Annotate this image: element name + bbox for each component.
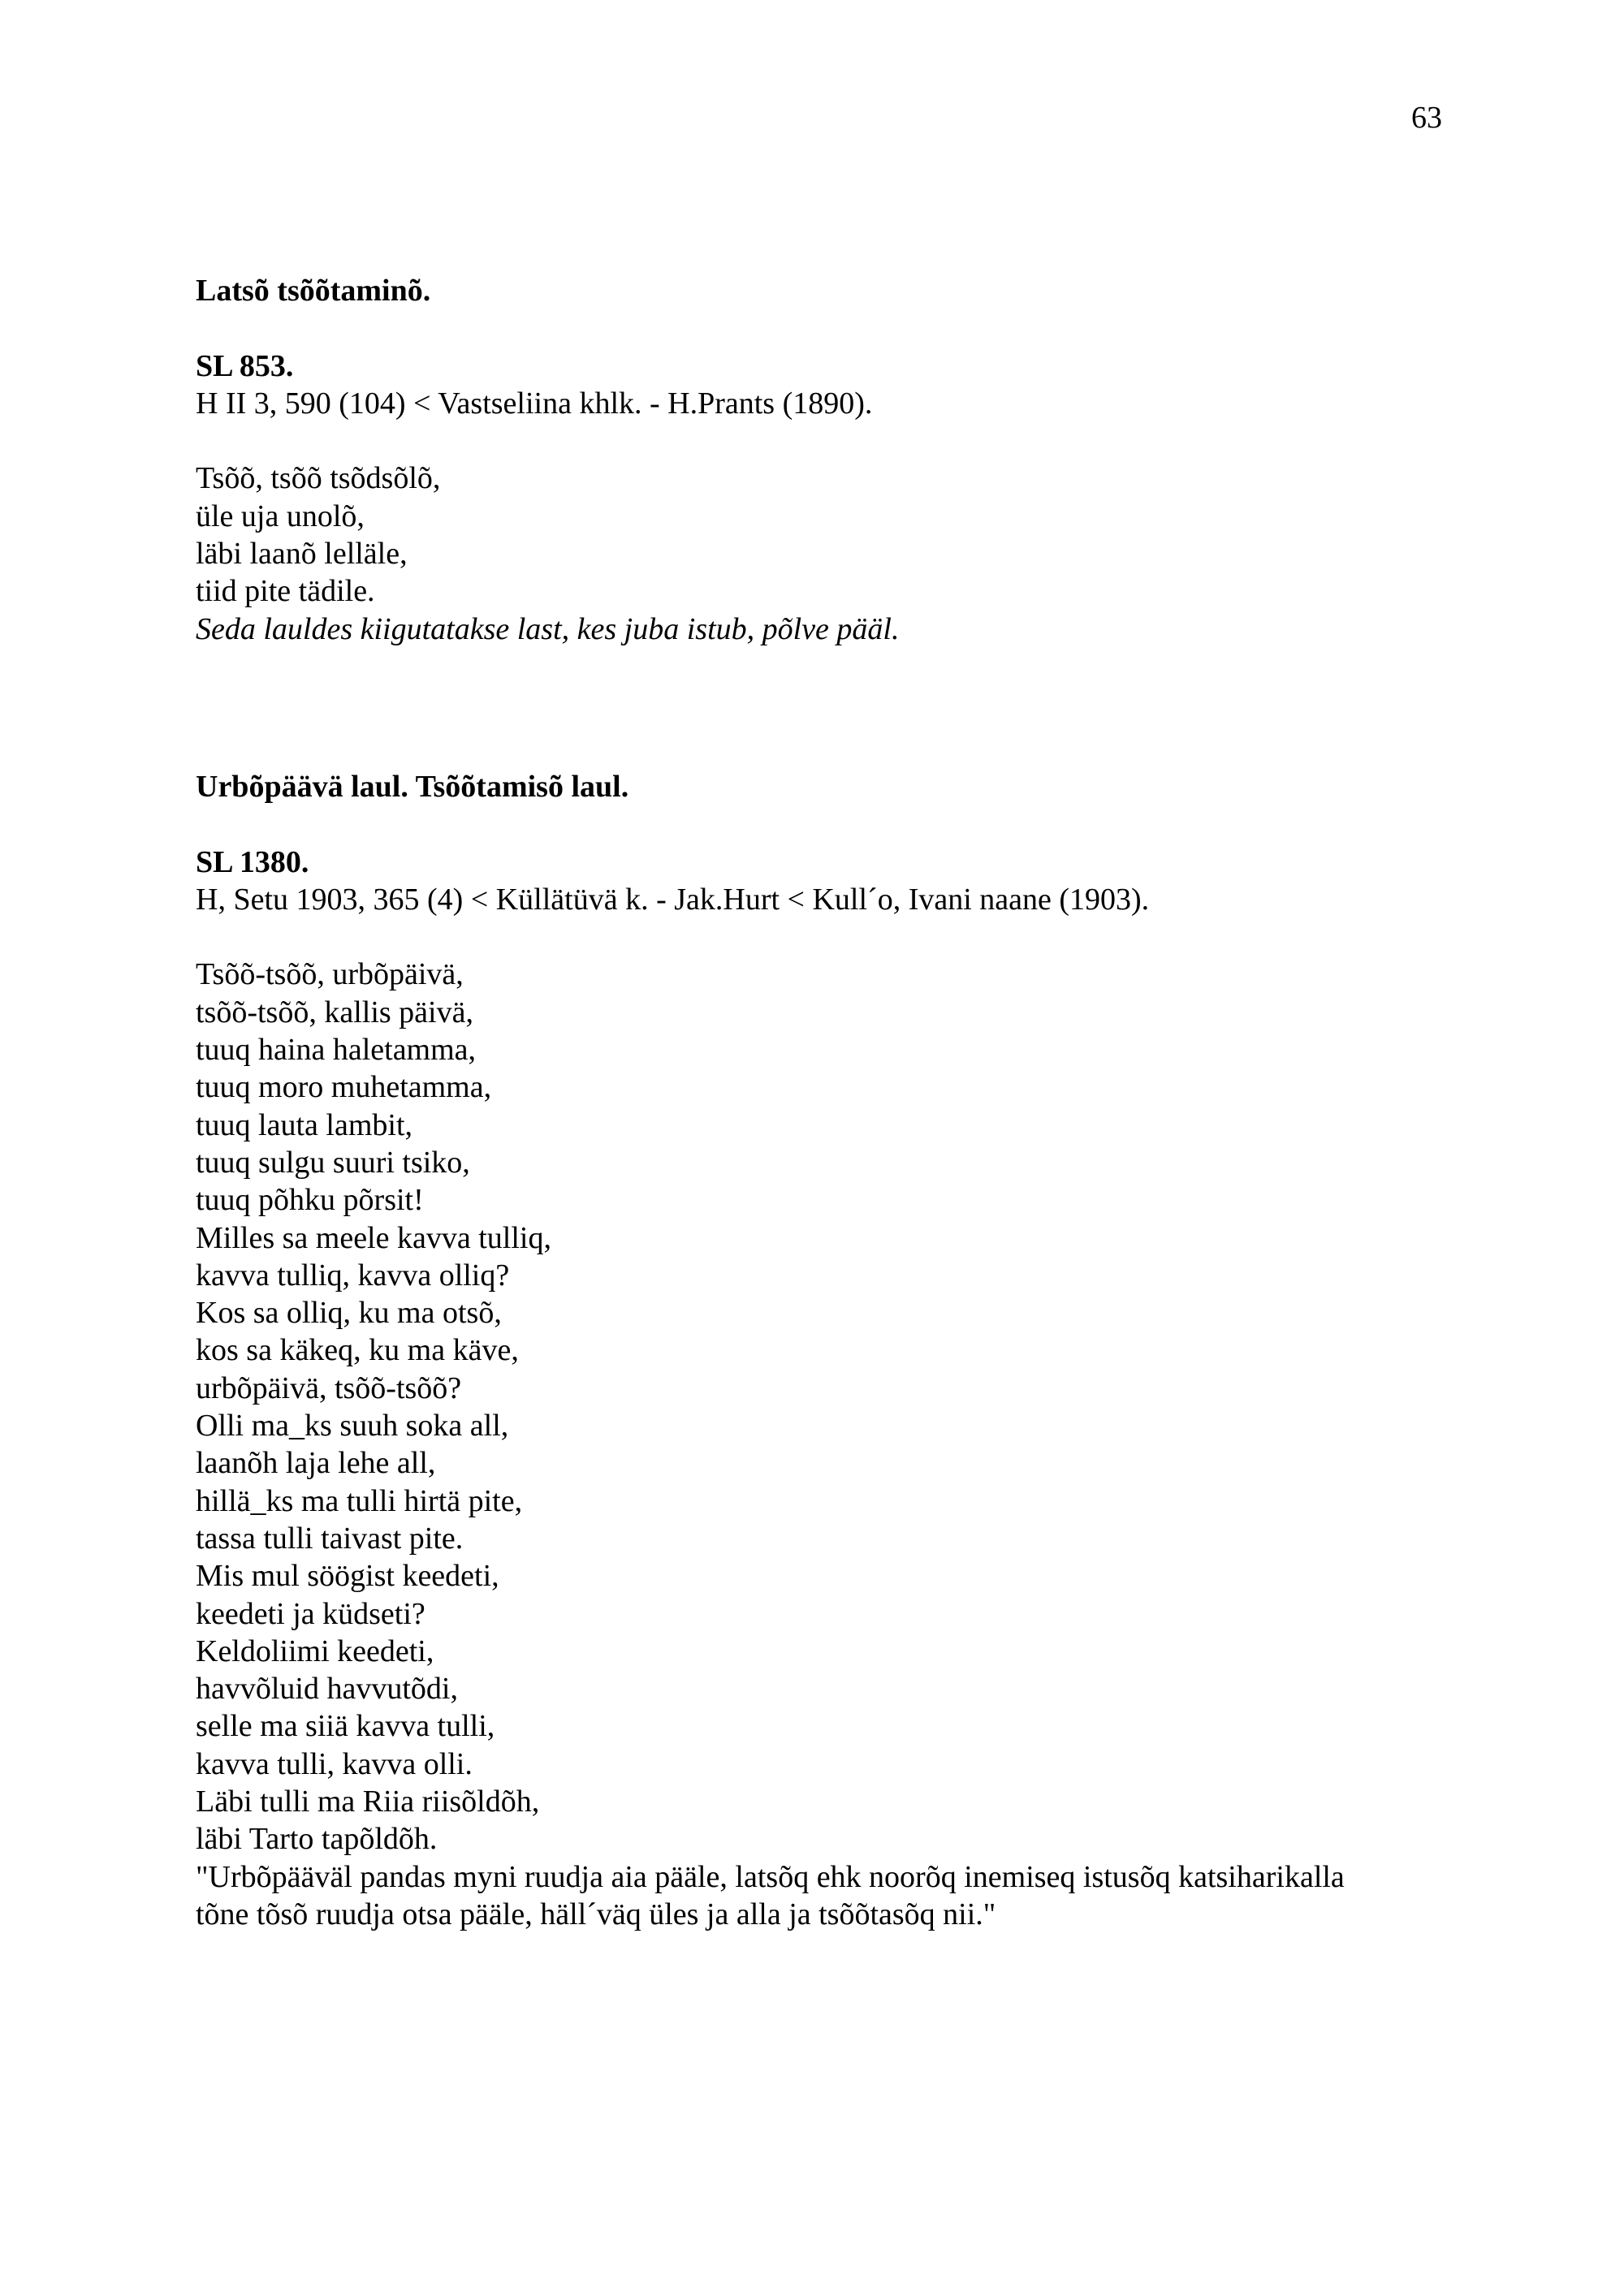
- verse-line: Milles sa meele kavva tulliq,: [196, 1220, 551, 1255]
- verse-line: Läbi tulli ma Riia riisõldõh,: [196, 1785, 540, 1819]
- song-code: SL 1380.: [196, 844, 309, 879]
- verse-line: keedeti ja küdseti?: [196, 1596, 425, 1631]
- verse-line: tassa tulli taivast pite.: [196, 1521, 464, 1556]
- spacer: [196, 422, 1511, 460]
- verse-line: tuuq lauta lambit,: [196, 1107, 413, 1142]
- verse-line: kos sa käkeq, ku ma käve,: [196, 1333, 519, 1368]
- verse-line: Keldoliimi keedeti,: [196, 1634, 434, 1668]
- verse-line: havvõluid havvutõdi,: [196, 1672, 458, 1707]
- song-note: "Urbõpääväl pandas myni ruudja aia pääle, latsõq ehk noorõq inemiseq istusõq katsiharikalla: [196, 1859, 1345, 1894]
- song-source: H, Setu 1903, 365 (4) < Küllätüvä k. - Jak.Hurt < Kull´o, Ivani naane (1903).: [196, 882, 1150, 917]
- verse-line: üle uja unolõ,: [196, 498, 365, 533]
- verse-line: läbi Tarto tapõldõh.: [196, 1822, 438, 1857]
- verse-line: tiid pite tädile.: [196, 574, 375, 609]
- verse-line: Tsõõ, tsõõ tsõdsõlõ,: [196, 461, 441, 496]
- verse-line: läbi laanõ lelläle,: [196, 537, 408, 572]
- verse-line: Kos sa olliq, ku ma otsõ,: [196, 1296, 502, 1331]
- verse-line: tuuq sulgu suuri tsiko,: [196, 1145, 470, 1180]
- song-source: H II 3, 590 (104) < Vastseliina khlk. - H.Prants (1890).: [196, 386, 873, 421]
- song-note: tõne tõsõ ruudja otsa pääle, häll´väq üles ja alla ja tsõõtasõq nii.": [196, 1897, 996, 1931]
- song-section: [196, 272, 1511, 648]
- verse-line: laanõh laja lehe all,: [196, 1446, 436, 1481]
- verse-line: selle ma siiä kavva tulli,: [196, 1709, 495, 1744]
- verse-line: kavva tulliq, kavva olliq?: [196, 1258, 510, 1293]
- song-title: Urbõpäävä laul. Tsõõtamisõ laul.: [196, 770, 629, 804]
- spacer: [196, 805, 1511, 843]
- spacer: [196, 918, 1511, 956]
- page-number: 63: [1411, 101, 1442, 135]
- verse-line: hillä_ks ma tulli hirtä pite,: [196, 1483, 523, 1518]
- verse-line: Tsõõ-tsõõ, urbõpäivä,: [196, 957, 464, 992]
- verse-line: tsõõ-tsõõ, kallis päivä,: [196, 995, 473, 1029]
- song-code: SL 853.: [196, 348, 294, 383]
- verse-line: Olli ma_ks suuh soka all,: [196, 1409, 509, 1444]
- verse-line: tuuq põhku põrsit!: [196, 1183, 424, 1218]
- song-note: Seda lauldes kiigutatakse last, kes juba istub, põlve pääl.: [196, 611, 900, 646]
- verse-line: tuuq haina haletamma,: [196, 1033, 477, 1068]
- verse-line: kavva tulli, kavva olli.: [196, 1746, 473, 1781]
- verse-line: tuuq moro muhetamma,: [196, 1070, 492, 1105]
- spacer: [196, 309, 1511, 347]
- song-section: [196, 768, 1511, 1933]
- verse-line: urbõpäivä, tsõõ-tsõõ?: [196, 1370, 462, 1405]
- song-title: Latsõ tsõõtaminõ.: [196, 274, 431, 308]
- verse-line: Mis mul söögist keedeti,: [196, 1559, 499, 1594]
